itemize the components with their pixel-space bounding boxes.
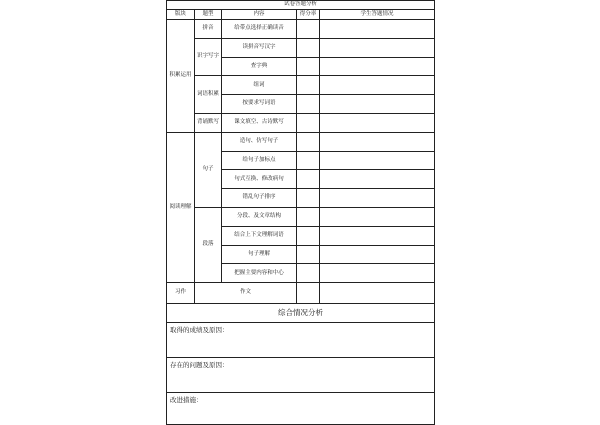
student-cell[interactable] [320, 283, 435, 304]
header-qtype: 题型 [195, 10, 222, 20]
header-content: 内容 [222, 10, 297, 20]
page-title: 试卷答题分析 [167, 1, 435, 10]
student-cell[interactable] [320, 113, 435, 132]
qtype-sentence: 句子 [195, 132, 222, 207]
qtype-pinyin: 拼音 [195, 20, 222, 39]
content-cell: 课文填空、古诗默写 [222, 113, 297, 132]
summary-measures[interactable]: 改进措施： [167, 393, 435, 425]
content-cell: 读拼音写汉字 [222, 38, 297, 57]
content-cell: 按要求写词语 [222, 95, 297, 114]
header-score: 得分率 [297, 10, 320, 20]
student-cell[interactable] [320, 264, 435, 283]
score-cell[interactable] [297, 76, 320, 95]
student-cell[interactable] [320, 57, 435, 76]
summary-title: 综合情况分析 [167, 304, 435, 323]
content-cell: 错乱句子排序 [222, 189, 297, 208]
content-cell: 查字典 [222, 57, 297, 76]
header-section: 版块 [167, 10, 195, 20]
qtype-recite: 背诵默写 [195, 113, 222, 132]
student-cell[interactable] [320, 207, 435, 226]
student-cell[interactable] [320, 76, 435, 95]
score-cell[interactable] [297, 95, 320, 114]
score-cell[interactable] [297, 113, 320, 132]
analysis-table [166, 0, 435, 425]
summary-achievements[interactable]: 取得的成绩及原因： [167, 323, 435, 358]
content-cell: 分段、及文章结构 [222, 207, 297, 226]
student-cell[interactable] [320, 226, 435, 245]
score-cell[interactable] [297, 170, 320, 189]
qtype-literacy: 识字写字 [195, 38, 222, 76]
score-cell[interactable] [297, 57, 320, 76]
content-cell: 把握主要内容和中心 [222, 264, 297, 283]
header-student: 学生答题情况 [320, 10, 435, 20]
section-label-reading: 阅读理解 [167, 132, 195, 282]
content-cell: 句子理解 [222, 245, 297, 264]
student-cell[interactable] [320, 20, 435, 39]
score-cell[interactable] [297, 245, 320, 264]
student-cell[interactable] [320, 170, 435, 189]
content-cell: 造句、仿写句子 [222, 132, 297, 151]
content-cell: 句式互换、修改病句 [222, 170, 297, 189]
student-cell[interactable] [320, 132, 435, 151]
student-cell[interactable] [320, 38, 435, 57]
qtype-paragraph: 段落 [195, 207, 222, 282]
qtype-vocab: 词语积累 [195, 76, 222, 114]
student-cell[interactable] [320, 95, 435, 114]
score-cell[interactable] [297, 207, 320, 226]
student-cell[interactable] [320, 245, 435, 264]
section-label-accumulation: 积累运用 [167, 20, 195, 133]
content-cell: 给句子加标点 [222, 151, 297, 170]
section-label-writing: 习作 [167, 283, 195, 304]
score-cell[interactable] [297, 38, 320, 57]
writing-content: 作文 [195, 283, 297, 304]
score-cell[interactable] [297, 151, 320, 170]
score-cell[interactable] [297, 226, 320, 245]
score-cell[interactable] [297, 264, 320, 283]
student-cell[interactable] [320, 151, 435, 170]
analysis-sheet [166, 0, 434, 405]
score-cell[interactable] [297, 20, 320, 39]
score-cell[interactable] [297, 283, 320, 304]
score-cell[interactable] [297, 132, 320, 151]
student-cell[interactable] [320, 189, 435, 208]
content-cell: 给带点选择正确读音 [222, 20, 297, 39]
content-cell: 结合上下文理解词语 [222, 226, 297, 245]
content-cell: 组词 [222, 76, 297, 95]
score-cell[interactable] [297, 189, 320, 208]
summary-problems[interactable]: 存在的问题及原因： [167, 358, 435, 393]
